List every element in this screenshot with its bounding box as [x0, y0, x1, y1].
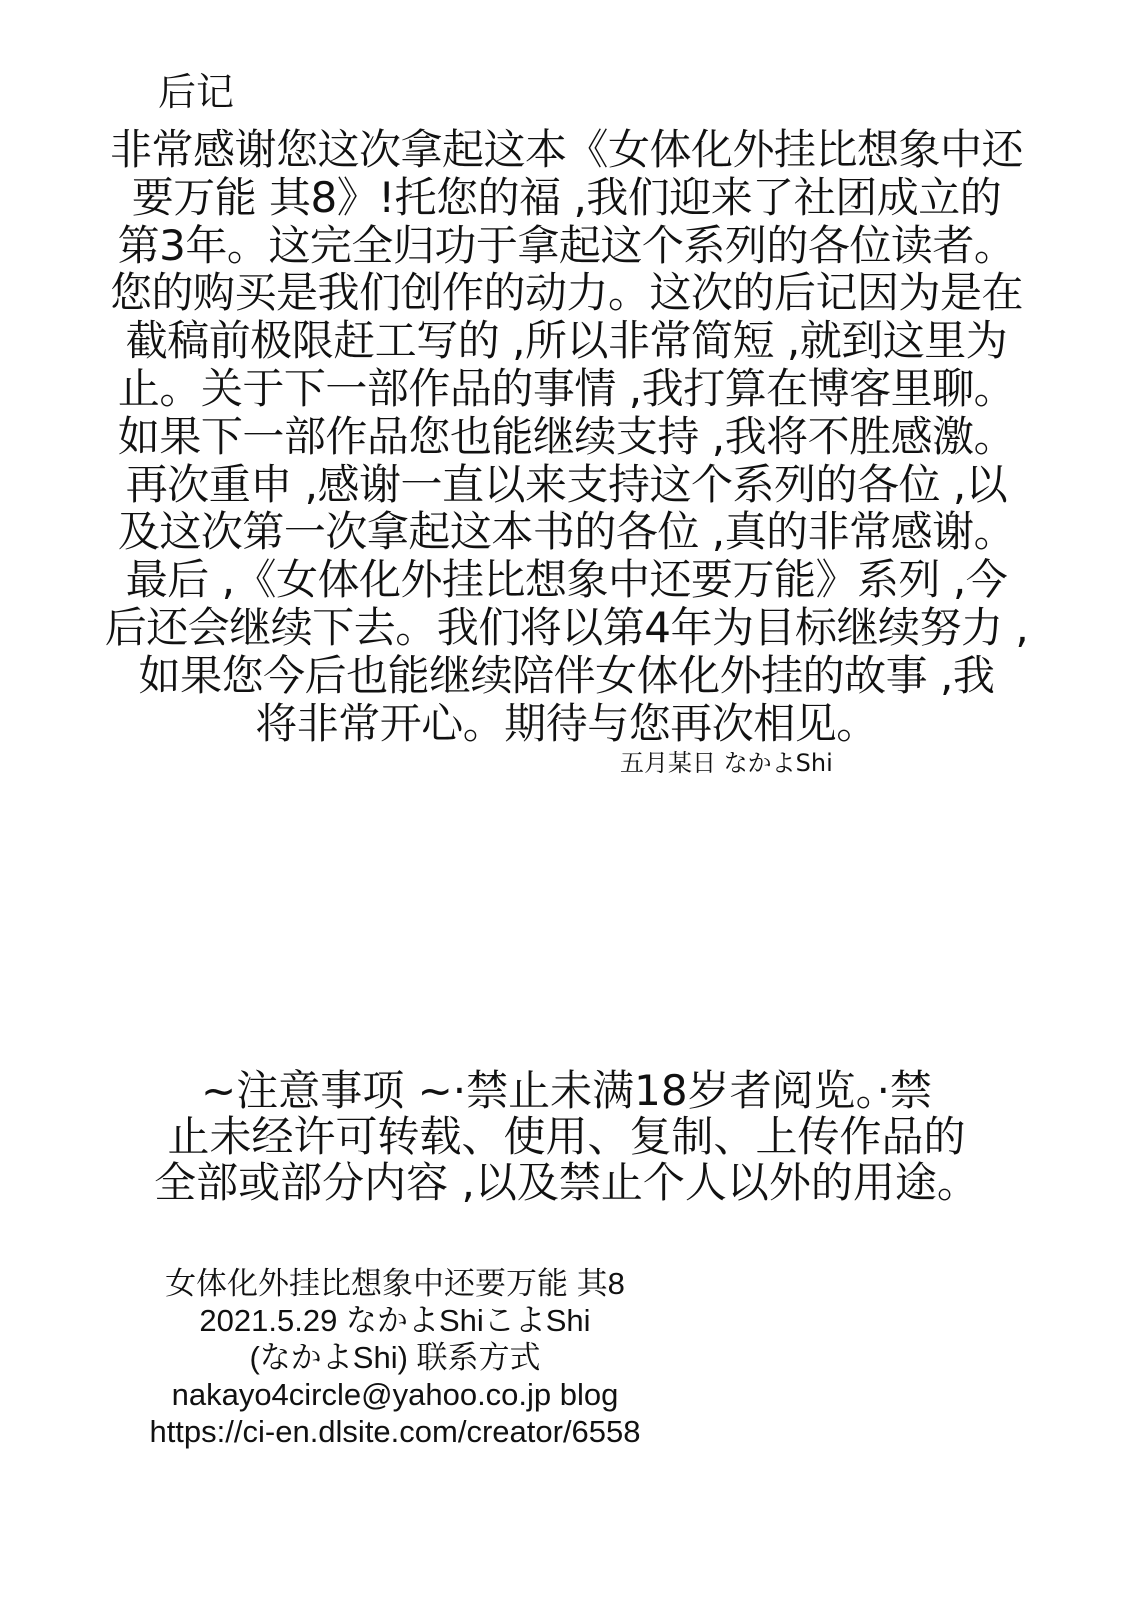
afterword-title: 后记	[158, 70, 235, 114]
notice-line: 止未经许可转载、使用、复制、上传作品的	[167, 1112, 966, 1161]
signature: 五月某日 なかよShi	[620, 749, 833, 777]
afterword-line: 再次重申 ,感谢一直以来支持这个系列的各位 ,以	[125, 459, 1008, 509]
afterword-line: 及这次第一次拿起这本书的各位 ,真的非常感谢。	[117, 507, 1016, 557]
afterword-line: 将非常开心。期待与您再次相见。	[255, 698, 878, 748]
afterword-line: 如果下一部作品您也能继续支持 ,我将不胜感激。	[117, 411, 1016, 461]
notice-section	[60, 1068, 1073, 1206]
colophon-book-title: 女体化外挂比想象中还要万能 其8	[165, 1266, 625, 1301]
afterword-line: 您的购买是我们创作的动力。这次的后记因为是在	[109, 268, 1023, 318]
colophon-date-circle: 2021.5.29 なかよShiこよShi	[199, 1303, 591, 1338]
notice-line: ~注意事项 ~·禁止未满18岁者阅览。·禁	[201, 1066, 932, 1115]
afterword-line: 止。关于下一部作品的事情 ,我打算在博客里聊。	[117, 363, 1016, 413]
afterword-line: 第3年。这完全归功于拿起这个系列的各位读者。	[117, 220, 1016, 270]
colophon-email-blog: nakayo4circle@yahoo.co.jp blog	[171, 1377, 619, 1412]
afterword-line: 要万能 其8》!托您的福 ,我们迎来了社团成立的	[131, 172, 1002, 222]
afterword-line: 截稿前极限赶工写的 ,所以非常简短 ,就到这里为	[125, 316, 1008, 366]
colophon-url: https://ci-en.dlsite.com/creator/6558	[149, 1414, 641, 1449]
colophon	[95, 1265, 695, 1450]
colophon-contact-label: (なかよShi) 联系方式	[249, 1340, 541, 1375]
afterword-body	[40, 126, 1093, 747]
afterword-line: 如果您今后也能继续陪伴女体化外挂的故事 ,我	[138, 650, 995, 700]
afterword-line: 后还会继续下去。我们将以第4年为目标继续努力 ,	[104, 602, 1029, 652]
notice-line: 全部或部分内容 ,以及禁止个人以外的用途。	[154, 1158, 979, 1207]
afterword-line: 最后 ,《女体化外挂比想象中还要万能》系列 ,今	[125, 555, 1008, 605]
afterword-line: 非常感谢您这次拿起这本《女体化外挂比想象中还	[109, 125, 1023, 174]
